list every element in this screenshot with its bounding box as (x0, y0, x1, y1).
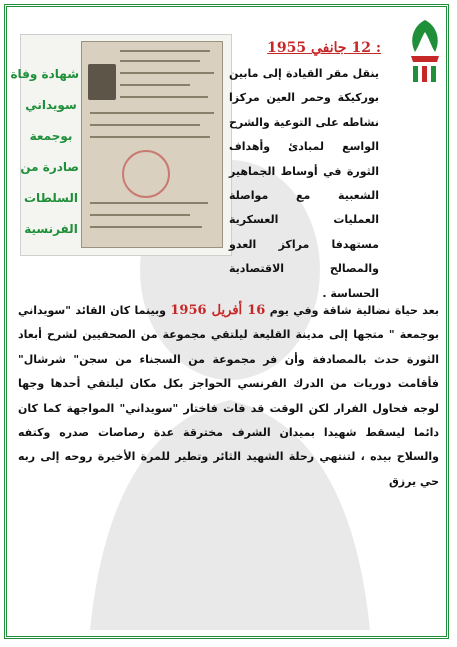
doc-text-line (120, 60, 200, 62)
caption-line: بوجمعة (29, 129, 73, 143)
doc-text-line (90, 136, 210, 138)
doc-text-line (120, 50, 210, 52)
main-text-start: بعد حياة نضالية شاقة وفي يوم (265, 304, 439, 317)
death-certificate-panel (10, 34, 232, 256)
document-caption (10, 59, 79, 245)
section-date-heading: : 12 جانفي 1955 (267, 40, 381, 56)
doc-text-line (120, 72, 214, 74)
doc-text-line (90, 202, 208, 204)
doc-text-line (90, 226, 202, 228)
main-paragraph (18, 299, 439, 494)
doc-text-line (120, 84, 190, 86)
caption-line: سويداني (25, 98, 77, 112)
caption-line: صادرة من (20, 160, 79, 174)
id-photo (88, 64, 116, 100)
stamp-icon (122, 150, 170, 198)
doc-text-line (90, 214, 190, 216)
doc-text-line (120, 96, 208, 98)
death-certificate-image (81, 41, 223, 248)
death-date: 16 أفريل 1956 (170, 303, 266, 318)
caption-line: شهادة وفاة (10, 67, 79, 81)
top-paragraph: ينقل مقر القيادة إلى مابين بوركيكة وحمر العين مركزا نشاطه على التوعية والشرح الواسع لمبادئ وأهداف الثورة في أوساط الجماهير الشعبية مع مواصلة العمليات العسكرية مستهدفا مراكز العدو والمصالح الاقتصادية الحساسة . (229, 67, 379, 300)
main-text-end: وبينما كان القائد "سويداني بوجمعة " متجها إلى مدينة القليعة ليلتقي مجموعة من الصحفيين لشرح أبعاد الثورة حدث بالمصادفة وأن فر مجموعة من السجناء من سجن" شرشال" فأقامت دوريات من الدرك الفرنسي الحواجز بكل مكان ليلتقي أحدها وجها لوجه فحاول الفرار لكن الوقت قد فات فاختار "سويداني" المواجهة كما كان دائما ليسقط شهيدا بميدان الشرف مخترقة عدة رصاصات صدره وكتفه والسلاح بيده ، لتنتهي رحلة الشهيد الثائر وتطير للمرة الأخيرة روحه إلى ربه حي يرزق (18, 304, 439, 488)
doc-text-line (90, 112, 214, 114)
caption-line: الفرنسية (24, 222, 78, 236)
emblem-icon (403, 16, 447, 88)
doc-text-line (90, 124, 200, 126)
caption-line: السلطات (24, 191, 78, 205)
